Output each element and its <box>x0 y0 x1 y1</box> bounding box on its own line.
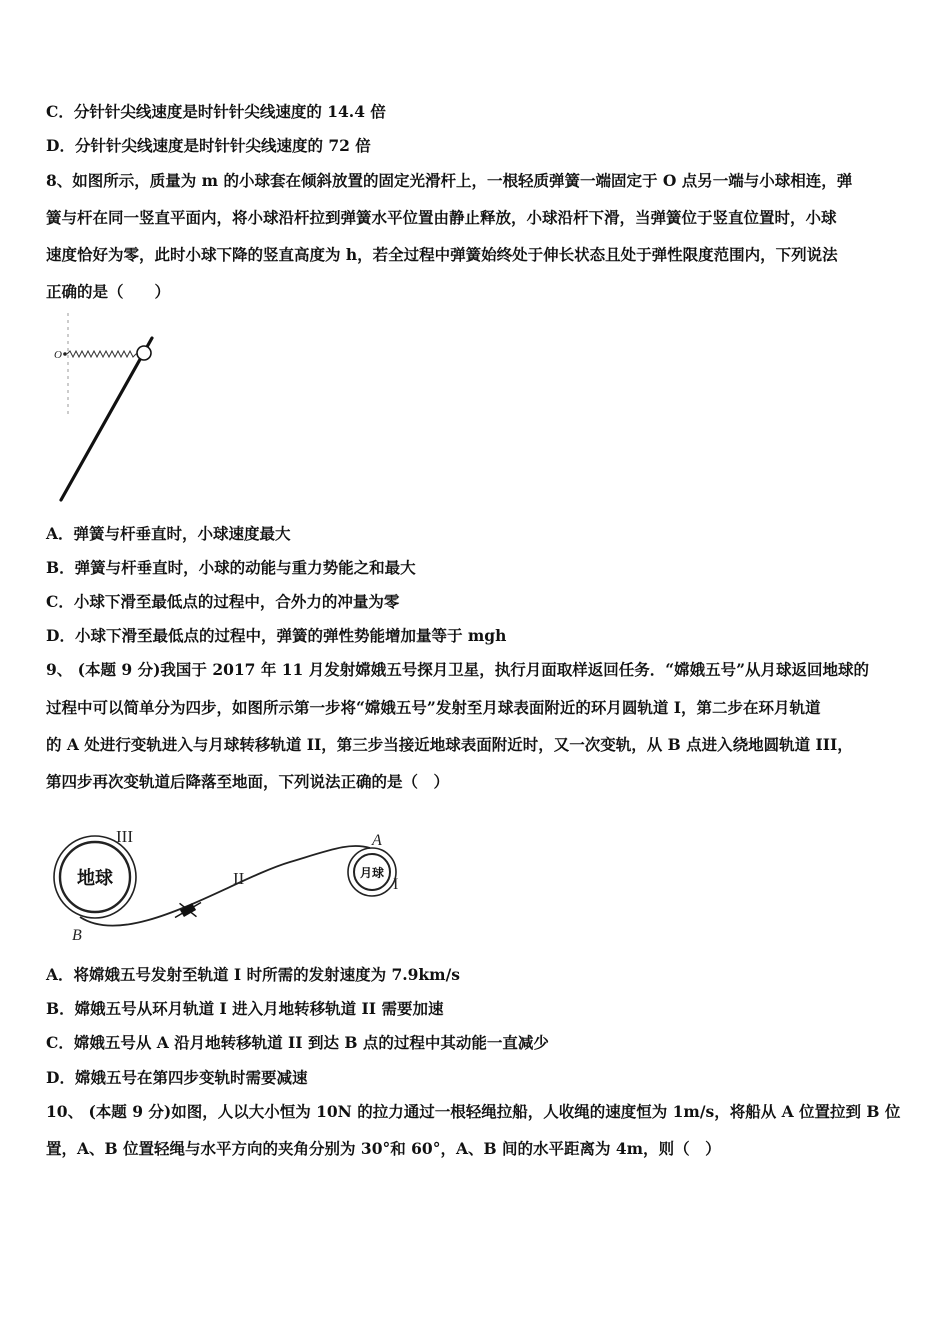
spring <box>67 351 141 357</box>
q8-option-b: B．弹簧与杆垂直时，小球的动能与重力势能之和最大 <box>46 558 416 577</box>
option-c-prev: C．分针针尖线速度是时针针尖线速度的 14.4 倍 <box>46 102 386 121</box>
earth-label: 地球 <box>77 868 113 889</box>
q8-figure <box>48 308 168 508</box>
q9-option-d: D．嫦娥五号在第四步变轨时需要减速 <box>46 1068 308 1087</box>
point-b-label: B <box>72 927 82 944</box>
q9-stem-line-2: 过程中可以简单分为四步，如图所示第一步将“嫦娥五号”发射至月球表面附近的环月圆轨道 I，第二步在环月轨道 <box>46 698 821 717</box>
moon-label: 月球 <box>359 866 385 880</box>
q8-stem-line-1: 8、如图所示，质量为 m 的小球套在倾斜放置的固定光滑杆上，一根轻质弹簧一端固定于 O 点另一端与小球相连，弹 <box>46 171 853 190</box>
q9-option-b: B．嫦娥五号从环月轨道 I 进入月地转移轨道 II 需要加速 <box>46 999 444 1018</box>
q9-stem-line-3: 的 A 处进行变轨进入与月球转移轨道 II，第三步当接近地球表面附近时，又一次变轨，从 B 点进入绕地圆轨道 III， <box>46 735 853 754</box>
point-o <box>63 352 67 356</box>
q8-option-a: A．弹簧与杆垂直时，小球速度最大 <box>46 524 291 543</box>
option-d-prev: D．分针针尖线速度是时针针尖线速度的 72 倍 <box>46 136 371 155</box>
q9-figure <box>50 820 420 950</box>
orbit-ii-label: II <box>233 869 245 888</box>
q8-stem-line-4: 正确的是（ ） <box>46 282 171 301</box>
point-a-label: A <box>372 832 382 849</box>
q8-stem-line-2: 簧与杆在同一竖直平面内，将小球沿杆拉到弹簧水平位置由静止释放，小球沿杆下滑，当弹簧位于竖直位置时，小球 <box>46 208 837 227</box>
orbit-iii-label: III <box>116 827 133 846</box>
q10-stem-line-2: 置，A、B 位置轻绳与水平方向的夹角分别为 30°和 60°，A、B 间的水平距离为 4m，则（ ） <box>46 1139 721 1158</box>
ball <box>137 346 151 360</box>
q9-option-a: A．将嫦娥五号发射至轨道 I 时所需的发射速度为 7.9km/s <box>46 965 460 984</box>
q10-stem-line-1: 10、 (本题 9 分)如图，人以大小恒为 10N 的拉力通过一根轻绳拉船，人收绳的速度恒为 1m/s，将船从 A 位置拉到 B 位 <box>46 1102 901 1121</box>
q8-option-d: D．小球下滑至最低点的过程中，弹簧的弹性势能增加量等于 mgh <box>46 626 507 645</box>
q9-option-c: C．嫦娥五号从 A 沿月地转移轨道 II 到达 B 点的过程中其动能一直减少 <box>46 1033 549 1052</box>
point-o-label: O <box>54 349 62 361</box>
q8-option-c: C．小球下滑至最低点的过程中，合外力的冲量为零 <box>46 592 400 611</box>
q8-stem-line-3: 速度恰好为零，此时小球下降的竖直高度为 h，若全过程中弹簧始终处于伸长状态且处于弹性限度范围内，下列说法 <box>46 245 838 264</box>
orbit-i-label: I <box>393 876 399 893</box>
q9-stem-line-1: 9、 (本题 9 分)我国于 2017 年 11 月发射嫦娥五号探月卫星，执行月面取样返回任务．“嫦娥五号”从月球返回地球的 <box>46 660 870 679</box>
q9-stem-line-4: 第四步再次变轨道后降落至地面，下列说法正确的是（ ） <box>46 772 450 791</box>
inclined-rod <box>61 338 152 500</box>
